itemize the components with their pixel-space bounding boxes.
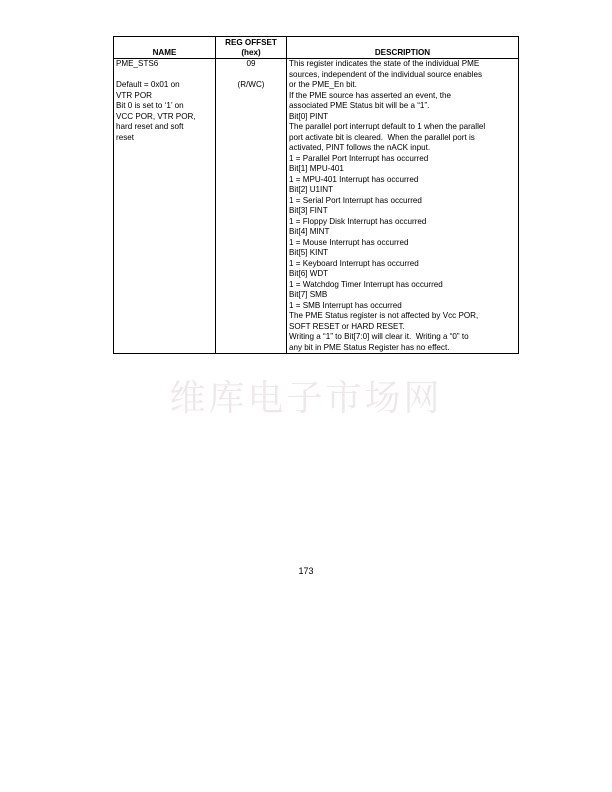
description-line: port activate bit is cleared. When the parallel port is [289,132,475,142]
description-line: Bit[4] MINT [289,227,330,236]
register-name-line: reset [116,132,134,142]
description-line: Bit[0] PINT [289,111,329,121]
description-line: The parallel port interrupt default to 1 when the parallel [289,122,486,131]
description-line: Bit[3] FINT [289,206,328,215]
cell-register-offset [216,59,287,354]
header-reg-offset-line2: (hex) [241,48,261,57]
description-line: This register indicates the state of the individual PME [289,59,480,68]
header-reg-offset [216,37,287,59]
register-table [113,36,519,354]
header-name: NAME [114,37,216,59]
description-line: 1 = Watchdog Timer Interrupt has occurred [289,279,443,289]
description-line: 1 = MPU-401 Interrupt has occurred [289,174,419,184]
page-number: 173 [298,566,314,576]
description-line: The PME Status register is not affected by Vcc POR, [289,311,479,320]
register-name-line: VCC POR, VTR POR, [116,111,196,121]
description-line: 1 = Mouse Interrupt has occurred [289,237,409,247]
description-line: SOFT RESET or HARD RESET. [289,321,405,331]
description-line: activated, PINT follows the nACK input. [289,143,431,152]
register-name-line: PME_STS6 [116,59,159,68]
description-line: Bit[1] MPU-401 [289,164,344,173]
description-line: Bit[5] KINT [289,248,329,257]
description-line: sources, independent of the individual source enables [289,69,483,79]
description-line: or the PME_En bit. [289,80,357,89]
description-line: 1 = Parallel Port Interrupt has occurred [289,153,429,163]
description-line: Bit[2] U1INT [289,185,334,194]
description-line: any bit in PME Status Register has no effect. [289,342,450,352]
register-offset-line: (R/WC) [237,80,265,89]
description-line: associated PME Status bit will be a “1”. [289,101,430,110]
register-name-line: hard reset and soft [116,122,184,131]
description-line: Bit[6] WDT [289,269,329,278]
table-row [114,59,519,354]
cell-register-name [114,59,216,354]
header-description: DESCRIPTION [287,37,519,59]
description-line: 1 = SMB Interrupt has occurred [289,300,402,310]
description-line: If the PME source has asserted an event, the [289,90,451,100]
watermark-text: 维库电子市场网 [169,378,443,419]
register-offset-line: 09 [246,59,256,68]
register-name-line: Default = 0x01 on [116,80,180,89]
header-reg-offset-line1: REG OFFSET [225,38,277,47]
description-line: Bit[7] SMB [289,290,328,299]
register-name-line [116,70,213,81]
description-line: 1 = Floppy Disk Interrupt has occurred [289,216,427,226]
cell-register-description [287,59,519,354]
description-line: 1 = Serial Port Interrupt has occurred [289,195,422,205]
register-name-line: Bit 0 is set to ‘1’ on [116,101,184,110]
description-line: 1 = Keyboard Interrupt has occurred [289,258,419,268]
description-line: Writing a “1” to Bit[7:0] will clear it. Writing a “0” to [289,332,469,341]
register-name-line: VTR POR [116,90,152,100]
table-header-row [114,37,519,59]
register-offset-line [218,70,284,81]
